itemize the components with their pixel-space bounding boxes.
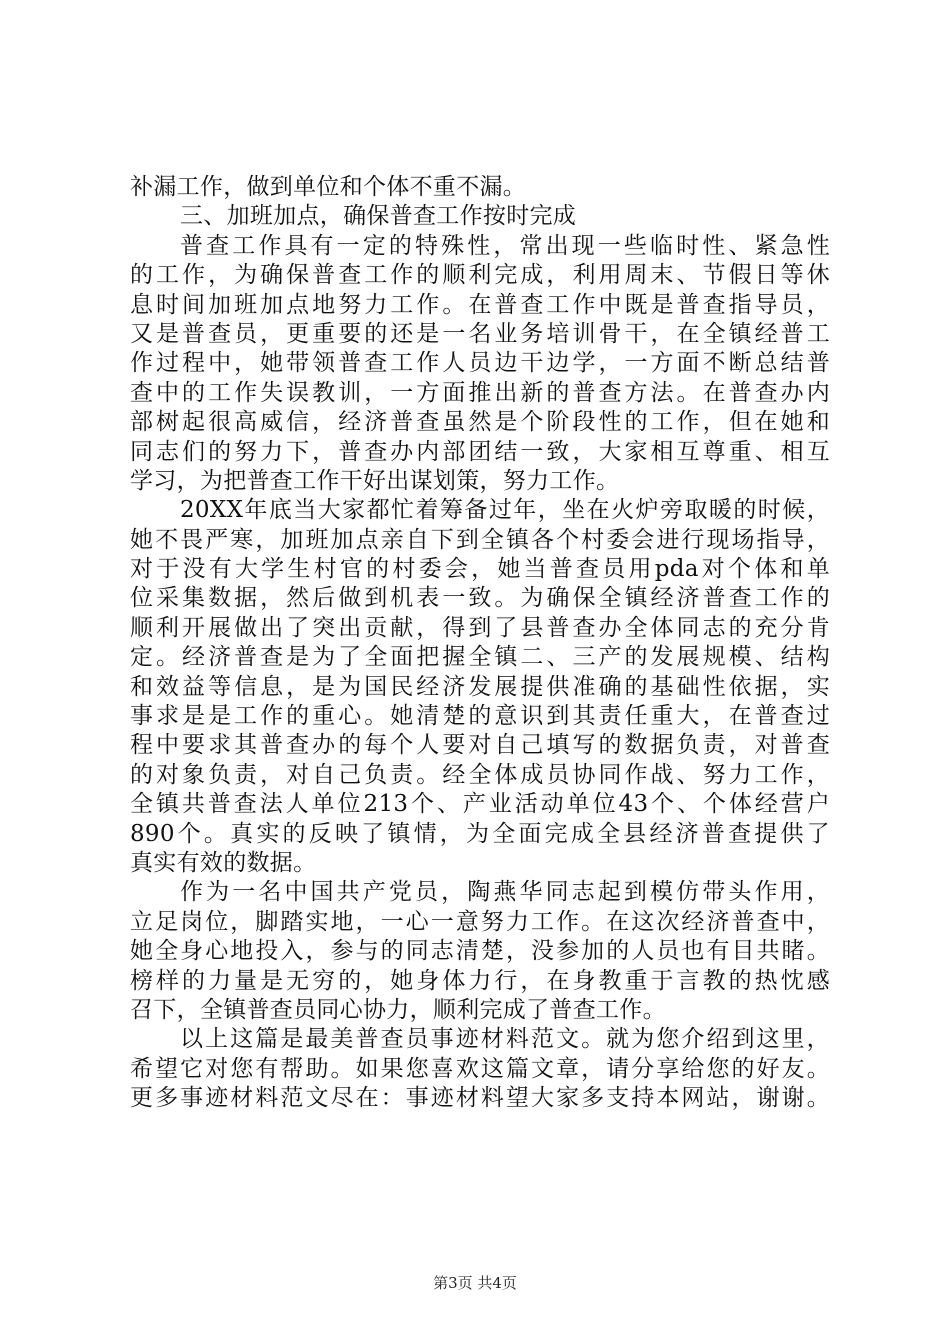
text-line: 补漏工作，做到单位和个体不重不漏。 [130,174,527,200]
text-line: 又是普查员，更重要的还是一名业务培训骨干，在全镇经普工 [130,320,830,347]
text-line: 召下，全镇普查员同心协力，顺利完成了普查工作。 [130,996,666,1023]
text-line: 全镇共普查法人单位213个、产业活动单位43个、个体经营户 [130,791,830,818]
text-line: 她全身心地投入，参与的同志清楚，没参加的人员也有目共睹。 [130,938,830,965]
text-line: 普查工作具有一定的特殊性，常出现一些临时性、紧急性 [180,232,830,259]
text-line: 同志们的努力下，普查办内部团结一致，大家相互尊重、相互 [130,438,830,465]
text-line: 作过程中，她带领普查工作人员边干边学，一方面不断总结普 [130,350,830,377]
text-line: 榜样的力量是无穷的，她身体力行，在身教重于言教的热忱感 [130,967,830,994]
text-line: 的对象负责，对自己负责。经全体成员协同作战、努力工作， [130,761,830,788]
section-heading: 三、加班加点，确保普查工作按时完成 [180,203,577,230]
text-line: 查中的工作失误教训，一方面推出新的普查方法。在普查办内 [130,379,830,406]
text-line: 位采集数据，然后做到机表一致。为确保全镇经济普查工作的 [130,585,830,612]
text-line: 更多事迹材料范文尽在：事迹材料望大家多支持本网站，谢谢。 [130,1085,830,1112]
text-line: 程中要求其普查办的每个人要对自己填写的数据负责，对普查 [130,732,830,759]
text-line: 事求是是工作的重心。她清楚的意识到其责任重大，在普查过 [130,703,830,730]
text-line: 对于没有大学生村官的村委会，她当普查员用pda对个体和单 [130,556,830,583]
text-line: 以上这篇是最美普查员事迹材料范文。就为您介绍到这里， [180,1026,830,1053]
page-number-footer: 第3页 共4页 [433,1274,517,1292]
text-line: 息时间加班加点地努力工作。在普查工作中既是普查指导员， [130,291,830,318]
text-line: 部树起很高威信，经济普查虽然是个阶段性的工作，但在她和 [130,409,830,436]
text-line: 希望它对您有帮助。如果您喜欢这篇文章，请分享给您的好友。 [130,1055,830,1082]
text-line: 顺利开展做出了突出贡献，得到了县普查办全体同志的充分肯 [130,614,830,641]
text-line: 的工作，为确保普查工作的顺利完成，利用周末、节假日等休 [130,262,830,289]
document-body [130,173,830,1114]
text-line: 立足岗位，脚踏实地，一心一意努力工作。在这次经济普查中， [130,908,830,935]
text-line: 和效益等信息，是为国民经济发展提供准确的基础性依据，实 [130,673,830,700]
text-line: 她不畏严寒，加班加点亲自下到全镇各个村委会进行现场指导， [130,526,830,553]
text-line: 定。经济普查是为了全面把握全镇二、三产的发展规模、结构 [130,644,830,671]
text-line: 890个。真实的反映了镇情，为全面完成全县经济普查提供了 [130,820,830,847]
text-line: 作为一名中国共产党员，陶燕华同志起到模仿带头作用， [180,879,830,906]
text-line: 20XX年底当大家都忙着筹备过年，坐在火炉旁取暖的时候， [180,497,830,524]
text-line: 学习，为把普查工作干好出谋划策，努力工作。 [130,467,620,494]
text-line: 真实有效的数据。 [130,849,317,876]
